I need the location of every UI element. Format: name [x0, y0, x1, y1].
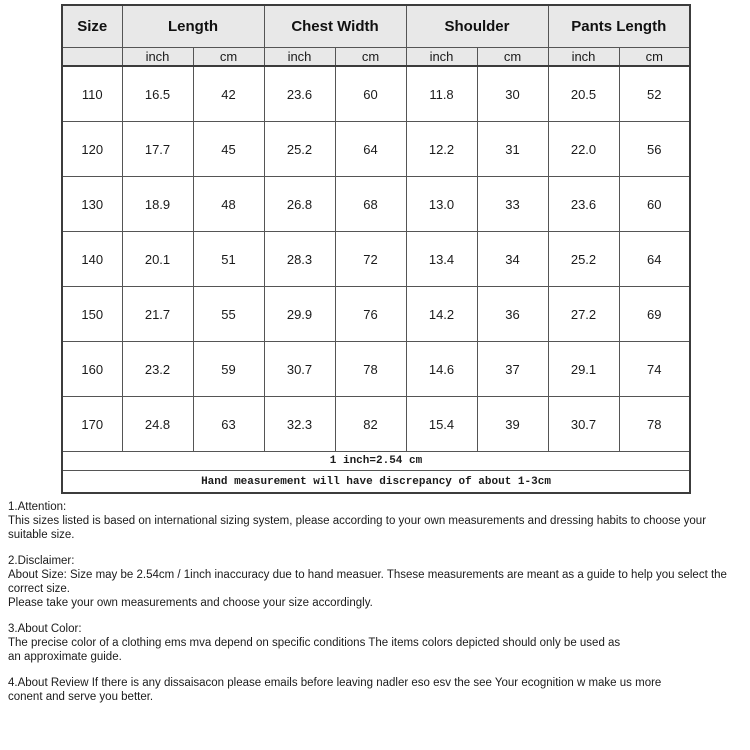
- measurement-cell: 78: [619, 397, 690, 452]
- measurement-cell: 25.2: [264, 122, 335, 177]
- measurement-cell: 11.8: [406, 66, 477, 122]
- measurement-cell: 13.4: [406, 232, 477, 287]
- table-row: [62, 66, 690, 122]
- unit-cell-inch: inch: [264, 48, 335, 67]
- measurement-cell: 20.1: [122, 232, 193, 287]
- size-cell: 150: [62, 287, 122, 342]
- measurement-cell: 64: [335, 122, 406, 177]
- column-header-pants-length: Pants Length: [548, 5, 690, 48]
- unit-cell-inch: inch: [548, 48, 619, 67]
- unit-cell-empty: [62, 48, 122, 67]
- measurement-cell: 21.7: [122, 287, 193, 342]
- measurement-cell: 24.8: [122, 397, 193, 452]
- measurement-cell: 55: [193, 287, 264, 342]
- measurement-cell: 25.2: [548, 232, 619, 287]
- measurement-cell: 76: [335, 287, 406, 342]
- measurement-cell: 27.2: [548, 287, 619, 342]
- measurement-cell: 12.2: [406, 122, 477, 177]
- note-title: 3.About Color:: [8, 623, 82, 635]
- note-line: Please take your own measurements and choose your size accordingly.: [8, 597, 373, 609]
- note-block: [8, 622, 748, 664]
- measurement-cell: 64: [619, 232, 690, 287]
- inch-conversion-note: 1 inch=2.54 cm: [62, 452, 690, 471]
- measurement-cell: 18.9: [122, 177, 193, 232]
- hand-measurement-note: Hand measurement will have discrepancy of about 1-3cm: [62, 471, 690, 494]
- size-cell: 140: [62, 232, 122, 287]
- unit-cell-cm: cm: [477, 48, 548, 67]
- measurement-cell: 29.9: [264, 287, 335, 342]
- unit-row: [62, 48, 690, 67]
- column-header-chest-width: Chest Width: [264, 5, 406, 48]
- table-note-row: [62, 471, 690, 494]
- header-row: [62, 5, 690, 48]
- measurement-cell: 56: [619, 122, 690, 177]
- size-cell: 160: [62, 342, 122, 397]
- note-line: About Size: Size may be 2.54cm / 1inch inaccuracy due to hand measuer. Thsese measurements are meant as a guide to help you select the correct size.: [8, 569, 727, 595]
- table-row: [62, 342, 690, 397]
- measurement-cell: 17.7: [122, 122, 193, 177]
- unit-cell-cm: cm: [193, 48, 264, 67]
- size-cell: 130: [62, 177, 122, 232]
- measurement-cell: 13.0: [406, 177, 477, 232]
- measurement-cell: 63: [193, 397, 264, 452]
- measurement-cell: 42: [193, 66, 264, 122]
- note-block: [8, 500, 748, 542]
- column-header-size: Size: [62, 5, 122, 48]
- measurement-cell: 74: [619, 342, 690, 397]
- measurement-cell: 68: [335, 177, 406, 232]
- measurement-cell: 15.4: [406, 397, 477, 452]
- note-block: [8, 676, 748, 704]
- size-cell: 120: [62, 122, 122, 177]
- note-line: 4.About Review If there is any dissaisacon please emails before leaving nadler eso esv the see Your ecognition w make us more: [8, 677, 662, 689]
- column-header-shoulder: Shoulder: [406, 5, 548, 48]
- note-block: [8, 554, 748, 610]
- measurement-cell: 37: [477, 342, 548, 397]
- measurement-cell: 31: [477, 122, 548, 177]
- size-cell: 110: [62, 66, 122, 122]
- measurement-cell: 60: [619, 177, 690, 232]
- unit-cell-cm: cm: [335, 48, 406, 67]
- size-cell: 170: [62, 397, 122, 452]
- measurement-cell: 78: [335, 342, 406, 397]
- measurement-cell: 34: [477, 232, 548, 287]
- measurement-cell: 14.2: [406, 287, 477, 342]
- measurement-cell: 60: [335, 66, 406, 122]
- measurement-cell: 29.1: [548, 342, 619, 397]
- measurement-cell: 36: [477, 287, 548, 342]
- measurement-cell: 32.3: [264, 397, 335, 452]
- size-chart-table: [61, 4, 691, 494]
- measurement-cell: 39: [477, 397, 548, 452]
- measurement-cell: 23.2: [122, 342, 193, 397]
- measurement-cell: 69: [619, 287, 690, 342]
- unit-cell-cm: cm: [619, 48, 690, 67]
- measurement-cell: 20.5: [548, 66, 619, 122]
- measurement-cell: 16.5: [122, 66, 193, 122]
- unit-cell-inch: inch: [406, 48, 477, 67]
- notes-section: [8, 500, 748, 716]
- note-line: The precise color of a clothing ems mva depend on specific conditions The items colors depicted should only be used as: [8, 637, 621, 649]
- measurement-cell: 22.0: [548, 122, 619, 177]
- measurement-cell: 52: [619, 66, 690, 122]
- measurement-cell: 45: [193, 122, 264, 177]
- table-row: [62, 232, 690, 287]
- measurement-cell: 23.6: [264, 66, 335, 122]
- unit-cell-inch: inch: [122, 48, 193, 67]
- note-line: conent and serve you better.: [8, 691, 154, 703]
- measurement-cell: 26.8: [264, 177, 335, 232]
- measurement-cell: 23.6: [548, 177, 619, 232]
- table-row: [62, 287, 690, 342]
- column-header-length: Length: [122, 5, 264, 48]
- table-note-row: [62, 452, 690, 471]
- table-row: [62, 122, 690, 177]
- measurement-cell: 59: [193, 342, 264, 397]
- note-line: This sizes listed is based on international sizing system, please according to your own measurements and dressing habits to choose your suitable size.: [8, 515, 707, 541]
- measurement-cell: 14.6: [406, 342, 477, 397]
- measurement-cell: 30: [477, 66, 548, 122]
- measurement-cell: 30.7: [264, 342, 335, 397]
- measurement-cell: 48: [193, 177, 264, 232]
- measurement-cell: 51: [193, 232, 264, 287]
- measurement-cell: 28.3: [264, 232, 335, 287]
- measurement-cell: 30.7: [548, 397, 619, 452]
- note-title: 1.Attention:: [8, 501, 67, 513]
- note-line: an approximate guide.: [8, 651, 122, 663]
- measurement-cell: 72: [335, 232, 406, 287]
- table-row: [62, 177, 690, 232]
- note-title: 2.Disclaimer:: [8, 555, 75, 567]
- measurement-cell: 82: [335, 397, 406, 452]
- table-row: [62, 397, 690, 452]
- measurement-cell: 33: [477, 177, 548, 232]
